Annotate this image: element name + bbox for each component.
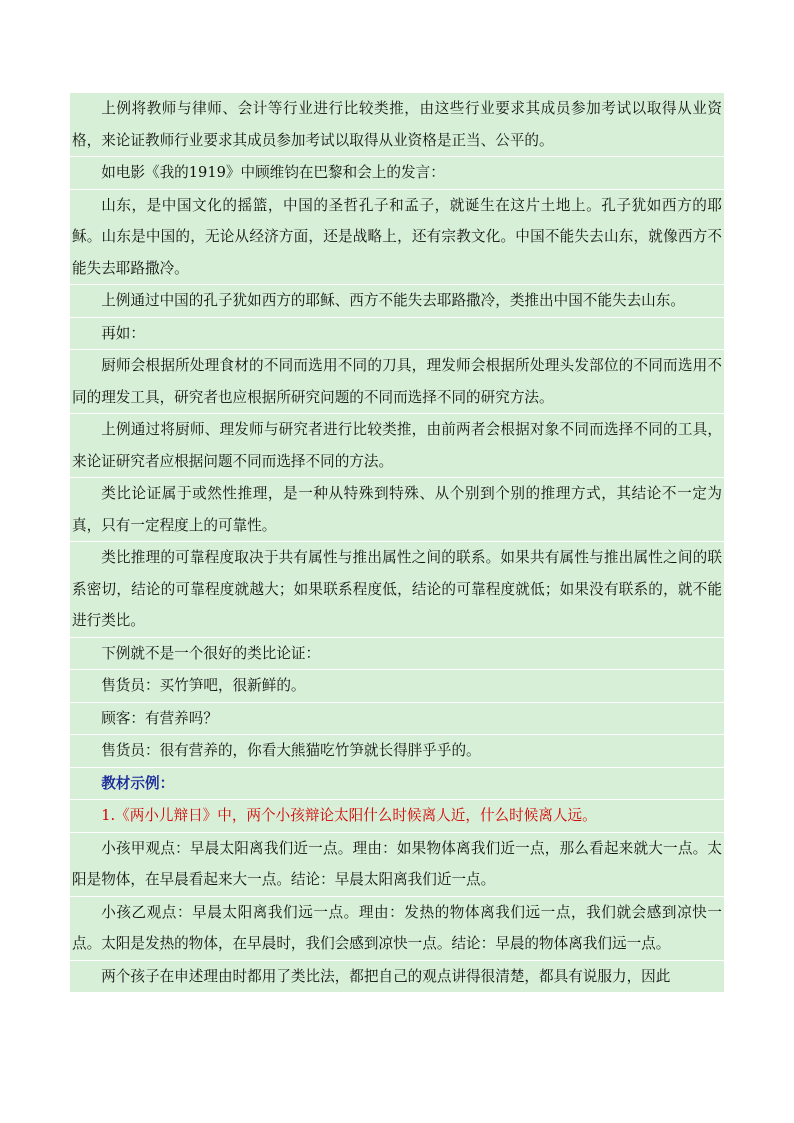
section-heading: 教材示例： xyxy=(70,768,724,801)
paragraph-1: 上例将教师与律师、会计等行业进行比较类推，由这些行业要求其成员参加考试以取得从业资格，来论证教师行业要求其成员参加考试以取得从业资格是正当、公平的。 xyxy=(70,93,724,157)
paragraph-8: 类比论证属于或然性推理，是一种从特殊到特殊、从个别到个别的推理方式，其结论不一定为真，只有一定程度上的可靠性。 xyxy=(70,478,724,542)
dialogue-seller-2: 售货员：很有营养的，你看大熊猫吃竹笋就长得胖乎乎的。 xyxy=(70,735,724,768)
paragraph-4: 上例通过中国的孔子犹如西方的耶稣、西方不能失去耶路撒冷，类推出中国不能失去山东。 xyxy=(70,285,724,318)
dialogue-seller-1: 售货员：买竹笋吧，很新鲜的。 xyxy=(70,670,724,703)
example-title: 1.《两小儿辩日》中，两个小孩辩论太阳什么时候离人近，什么时候离人远。 xyxy=(70,800,724,833)
paragraph-child-b: 小孩乙观点：早晨太阳离我们远一点。理由：发热的物体离我们远一点，我们就会感到凉快一点。太阳是发热的物体，在早晨时，我们会感到凉快一点。结论：早晨的物体离我们远一点。 xyxy=(70,897,724,961)
paragraph-child-a: 小孩甲观点：早晨太阳离我们近一点。理由：如果物体离我们近一点，那么看起来就大一点。太阳是物体，在早晨看起来大一点。结论：早晨太阳离我们近一点。 xyxy=(70,833,724,897)
paragraph-conclusion: 两个孩子在申述理由时都用了类比法，都把自己的观点讲得很清楚，都具有说服力，因此 xyxy=(70,961,724,993)
paragraph-6: 厨师会根据所处理食材的不同而选用不同的刀具，理发师会根据所处理头发部位的不同而选用不同的理发工具，研究者也应根据所研究问题的不同而选择不同的研究方法。 xyxy=(70,350,724,414)
paragraph-5: 再如： xyxy=(70,318,724,351)
paragraph-3: 山东，是中国文化的摇篮，中国的圣哲孔子和孟子，就诞生在这片土地上。孔子犹如西方的耶稣。山东是中国的，无论从经济方面，还是战略上，还有宗教文化。中国不能失去山东，就像西方不能失去耶路撒冷。 xyxy=(70,190,724,286)
paragraph-9: 类比推理的可靠程度取决于共有属性与推出属性之间的联系。如果共有属性与推出属性之间的联系密切，结论的可靠程度就越大；如果联系程度低，结论的可靠程度就低；如果没有联系的，就不能进行类比。 xyxy=(70,542,724,638)
document-body xyxy=(70,93,724,992)
paragraph-10: 下例就不是一个很好的类比论证： xyxy=(70,638,724,671)
paragraph-7: 上例通过将厨师、理发师与研究者进行比较类推，由前两者会根据对象不同而选择不同的工具，来论证研究者应根据问题不同而选择不同的方法。 xyxy=(70,414,724,478)
dialogue-customer: 顾客：有营养吗？ xyxy=(70,703,724,736)
paragraph-2: 如电影《我的1919》中顾维钧在巴黎和会上的发言： xyxy=(70,157,724,190)
